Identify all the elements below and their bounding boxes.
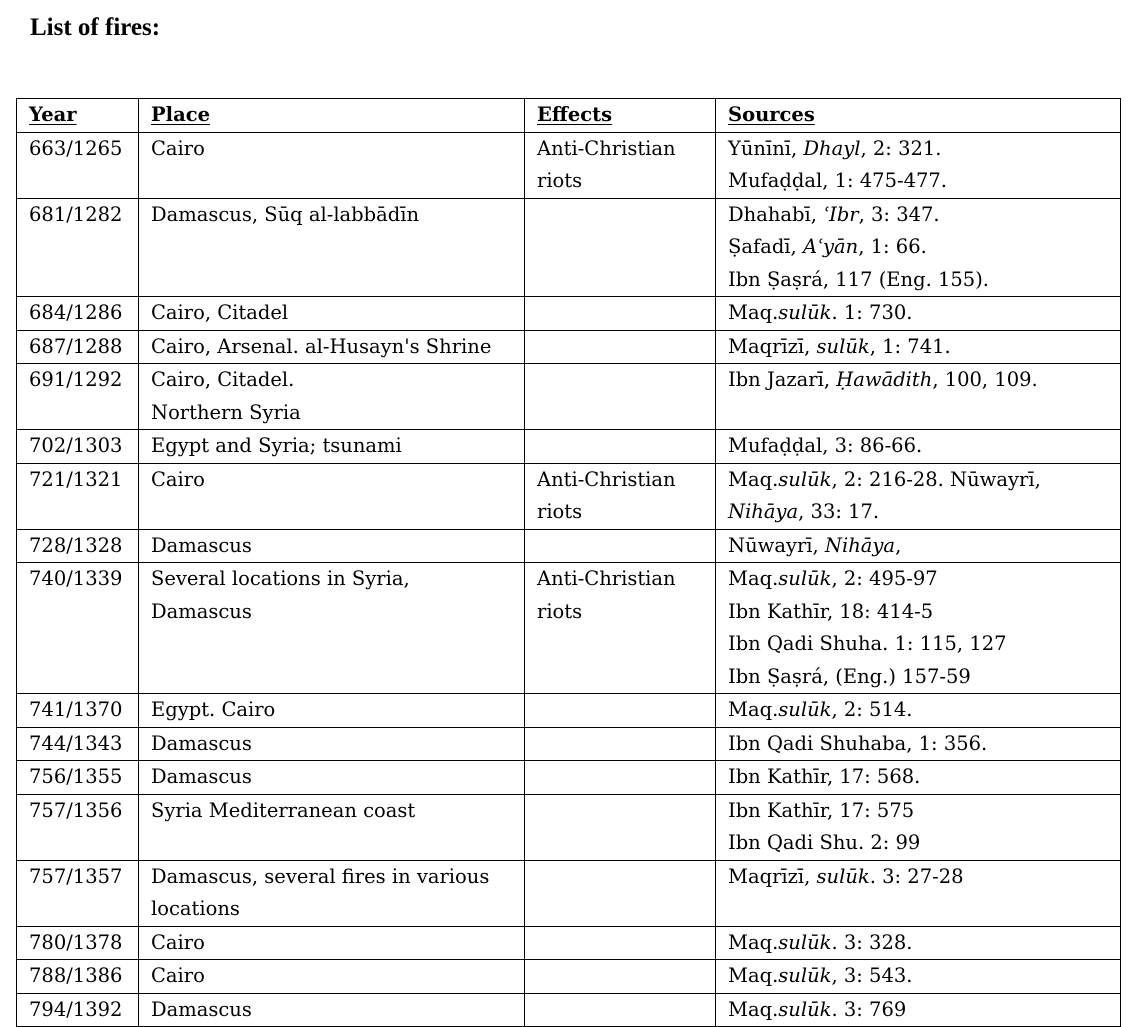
place-line: Cairo [151, 467, 205, 491]
place-cell [139, 860, 525, 926]
effects-cell [525, 727, 716, 761]
effects-cell [525, 860, 716, 926]
year-cell: 687/1288 [17, 330, 139, 364]
source-text: Maq. [728, 301, 779, 324]
sources-cell [716, 364, 1121, 430]
source-citation [728, 596, 1120, 629]
source-title: sulūk [816, 864, 870, 888]
source-text: , 2: 514. [831, 698, 913, 721]
effects-cell [525, 529, 716, 563]
effects-column-header: Effects [525, 99, 716, 133]
source-citation [728, 927, 1120, 960]
sources-cell [716, 860, 1121, 926]
table-row [17, 694, 1121, 728]
table-header [17, 99, 1121, 133]
source-citation [728, 795, 1120, 828]
source-citation [728, 994, 1120, 1027]
place-cell [139, 761, 525, 795]
place-line: Cairo [151, 964, 205, 987]
place-cell [139, 463, 525, 529]
source-text: , 2: 495-97 [831, 567, 938, 590]
source-citation [728, 530, 1120, 563]
source-citation [728, 297, 1120, 330]
place-cell [139, 694, 525, 728]
table-body [17, 132, 1121, 1027]
effects-cell [525, 926, 716, 960]
year-cell: 757/1356 [17, 794, 139, 860]
source-citation [728, 694, 1120, 727]
source-text: Ibn Qadi Shu. 2: 99 [728, 831, 921, 854]
source-text: , 2: 216-28. Nūwayrī, [831, 467, 1041, 491]
place-cell [139, 926, 525, 960]
year-cell: 663/1265 [17, 132, 139, 198]
table-row [17, 430, 1121, 464]
sources-cell [716, 132, 1121, 198]
sources-cell [716, 198, 1121, 297]
source-citation [728, 728, 1120, 761]
effects-line: riots [537, 599, 583, 623]
place-line: Egypt. Cairo [151, 698, 276, 721]
effects-cell [525, 198, 716, 297]
source-citation [728, 133, 1120, 166]
source-citation [728, 464, 1120, 497]
place-line: Cairo, Citadel [151, 301, 289, 324]
source-title: Ḥawādith [836, 368, 933, 391]
source-citation [728, 960, 1120, 993]
effects-line: riots [537, 169, 583, 192]
place-line: Damascus [151, 599, 252, 623]
source-text: . 1: 730. [831, 301, 913, 324]
fires-table [16, 98, 1121, 1027]
source-text: Maq. [728, 567, 779, 590]
place-cell [139, 563, 525, 694]
place-line: Damascus [151, 731, 252, 755]
effects-cell [525, 463, 716, 529]
table-row [17, 529, 1121, 563]
source-text: Maq. [728, 930, 779, 954]
source-text: Ibn Kathīr, 17: 575 [728, 798, 915, 822]
source-citation [728, 264, 1120, 297]
table-row [17, 860, 1121, 926]
year-cell: 741/1370 [17, 694, 139, 728]
source-title: sulūk [778, 997, 832, 1021]
source-citation [728, 331, 1120, 364]
effects-line: Anti-Christian [537, 136, 676, 160]
source-text: , 1: 66. [858, 235, 927, 258]
header-row [17, 99, 1121, 133]
source-text: . 3: 27-28 [869, 864, 964, 888]
sources-cell [716, 463, 1121, 529]
source-citation [728, 364, 1120, 397]
source-citation [728, 199, 1120, 232]
sources-cell [716, 926, 1121, 960]
table-row [17, 960, 1121, 994]
sources-cell [716, 761, 1121, 795]
source-text: . 3: 328. [831, 930, 913, 954]
source-title: ʿIbr [823, 202, 859, 226]
table-row [17, 364, 1121, 430]
place-line: Cairo [151, 930, 205, 954]
sources-cell [716, 694, 1121, 728]
place-cell [139, 529, 525, 563]
place-cell [139, 794, 525, 860]
source-text: Maqrīzī, [728, 864, 817, 888]
source-text: Maq. [728, 698, 779, 721]
sources-cell [716, 297, 1121, 331]
place-cell [139, 198, 525, 297]
effects-cell [525, 960, 716, 994]
effects-cell [525, 364, 716, 430]
table-row [17, 132, 1121, 198]
source-text: , [895, 533, 902, 557]
source-text: Ibn Kathīr, 18: 414-5 [728, 599, 934, 623]
place-line: Damascus [151, 533, 252, 557]
source-title: Aʿyān [802, 235, 859, 258]
year-cell: 684/1286 [17, 297, 139, 331]
place-cell [139, 330, 525, 364]
source-text: Ibn Qadi Shuha. 1: 115, 127 [728, 632, 1007, 655]
source-text: , 2: 321. [860, 136, 942, 160]
source-title: sulūk [778, 567, 832, 590]
sources-cell [716, 794, 1121, 860]
source-title: sulūk [816, 334, 870, 358]
effects-cell [525, 297, 716, 331]
place-line: Damascus [151, 997, 252, 1021]
place-cell [139, 297, 525, 331]
year-cell: 691/1292 [17, 364, 139, 430]
table-row [17, 993, 1121, 1027]
table-row [17, 926, 1121, 960]
table-row [17, 198, 1121, 297]
table-row [17, 330, 1121, 364]
source-title: sulūk [778, 467, 832, 491]
source-text: , 33: 17. [798, 500, 880, 523]
sources-cell [716, 993, 1121, 1027]
source-citation [728, 761, 1120, 794]
source-text: Mufaḍḍal, 1: 475-477. [728, 169, 947, 192]
year-cell: 721/1321 [17, 463, 139, 529]
source-citation [728, 628, 1120, 661]
sources-cell [716, 960, 1121, 994]
place-line: Several locations in Syria, [151, 567, 410, 590]
sources-cell [716, 529, 1121, 563]
source-title: Nihāya [728, 500, 799, 523]
document-title: List of fires: [30, 14, 161, 41]
place-line: locations [151, 897, 240, 920]
place-cell [139, 132, 525, 198]
source-text: Ibn Qadi Shuhaba, 1: 356. [728, 731, 988, 755]
source-citation [728, 165, 1120, 198]
source-text: Mufaḍḍal, 3: 86-66. [728, 434, 923, 457]
effects-cell [525, 132, 716, 198]
effects-cell [525, 761, 716, 795]
place-line: Cairo [151, 136, 205, 160]
source-citation [728, 496, 1120, 529]
source-text: Maqrīzī, [728, 334, 817, 358]
table-row [17, 761, 1121, 795]
source-text: Maq. [728, 964, 779, 987]
table-row [17, 727, 1121, 761]
place-line: Syria Mediterranean coast [151, 798, 416, 822]
effects-cell [525, 430, 716, 464]
source-text: Ibn Kathīr, 17: 568. [728, 765, 921, 788]
year-cell: 740/1339 [17, 563, 139, 694]
source-text: , 1: 741. [869, 334, 951, 358]
source-text: Ibn Ṣaṣrá, (Eng.) 157-59 [728, 664, 971, 688]
sources-cell [716, 563, 1121, 694]
source-text: Maq. [728, 997, 779, 1021]
sources-column-header: Sources [716, 99, 1121, 133]
source-title: sulūk [778, 698, 832, 721]
sources-cell [716, 330, 1121, 364]
source-citation [728, 563, 1120, 596]
year-column-header: Year [17, 99, 139, 133]
year-cell: 702/1303 [17, 430, 139, 464]
source-citation [728, 430, 1120, 463]
place-cell [139, 727, 525, 761]
effects-line: Anti-Christian [537, 467, 676, 491]
source-title: Nihāya [824, 533, 896, 557]
source-citation [728, 661, 1120, 694]
source-text: . 3: 769 [831, 997, 907, 1021]
place-line: Northern Syria [151, 400, 301, 424]
source-text: Ibn Ṣaṣrá, 117 (Eng. 155). [728, 267, 990, 291]
year-cell: 794/1392 [17, 993, 139, 1027]
place-line: Cairo, Citadel. [151, 368, 295, 391]
source-title: sulūk [778, 301, 832, 324]
source-title: sulūk [778, 930, 832, 954]
effects-cell [525, 993, 716, 1027]
place-cell [139, 430, 525, 464]
source-text: , 100, 109. [932, 368, 1038, 391]
source-text: , 3: 347. [858, 202, 940, 226]
place-cell [139, 364, 525, 430]
table-row [17, 297, 1121, 331]
sources-cell [716, 727, 1121, 761]
effects-cell [525, 694, 716, 728]
table-row [17, 463, 1121, 529]
table-row [17, 563, 1121, 694]
source-citation [728, 861, 1120, 894]
source-citation [728, 827, 1120, 860]
place-column-header: Place [139, 99, 525, 133]
place-line: Cairo, Arsenal. al-Husayn's Shrine [151, 334, 492, 358]
year-cell: 788/1386 [17, 960, 139, 994]
source-text: Maq. [728, 467, 779, 491]
place-line: Damascus [151, 765, 252, 788]
effects-cell [525, 563, 716, 694]
source-text: Dhahabī, [728, 202, 824, 226]
source-text: , 3: 543. [831, 964, 913, 987]
place-line: Damascus, several fires in various [151, 864, 490, 888]
effects-cell [525, 794, 716, 860]
source-text: Yūnīnī, [728, 136, 804, 160]
source-text: Ṣafadī, [728, 235, 803, 258]
effects-line: Anti-Christian [537, 567, 676, 590]
place-cell [139, 993, 525, 1027]
source-text: Ibn Jazarī, [728, 368, 837, 391]
source-title: Dhayl [803, 136, 861, 160]
effects-cell [525, 330, 716, 364]
place-cell [139, 960, 525, 994]
source-text: Nūwayrī, [728, 533, 825, 557]
year-cell: 728/1328 [17, 529, 139, 563]
year-cell: 744/1343 [17, 727, 139, 761]
source-title: sulūk [778, 964, 832, 987]
year-cell: 756/1355 [17, 761, 139, 795]
sources-cell [716, 430, 1121, 464]
year-cell: 681/1282 [17, 198, 139, 297]
table-row [17, 794, 1121, 860]
effects-line: riots [537, 500, 583, 523]
year-cell: 780/1378 [17, 926, 139, 960]
source-citation [728, 231, 1120, 264]
place-line: Damascus, Sūq al-labbādīn [151, 202, 420, 226]
place-line: Egypt and Syria; tsunami [151, 434, 402, 457]
year-cell: 757/1357 [17, 860, 139, 926]
